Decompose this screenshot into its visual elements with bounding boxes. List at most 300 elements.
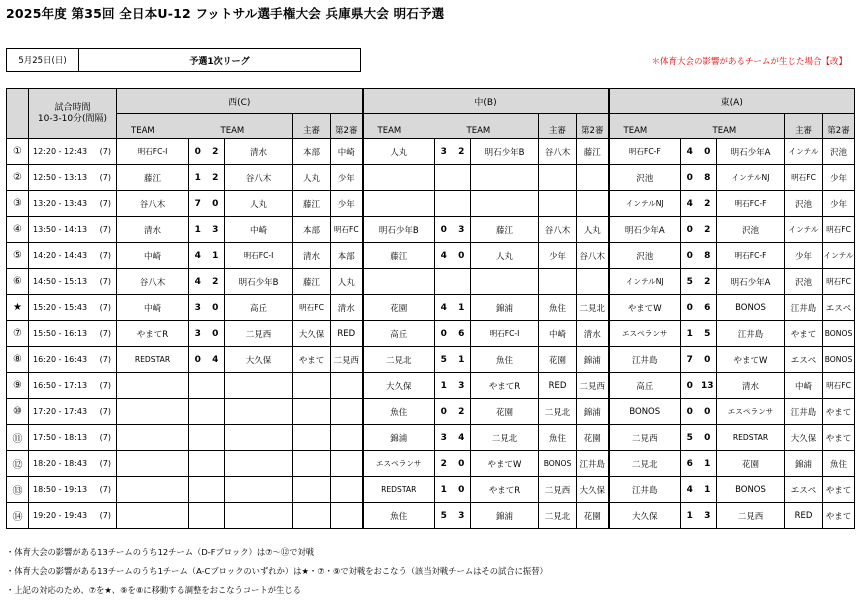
- west-second-referee: 少年: [331, 165, 363, 191]
- match-time-range: 14:20 - 14:43: [33, 251, 88, 260]
- match-row: [7, 425, 855, 451]
- match-time: [29, 139, 117, 165]
- east-team2: 明石少年A: [717, 269, 785, 295]
- middle-second-referee: [577, 269, 609, 295]
- middle-team2: 魚住: [471, 347, 539, 373]
- match-interval: (7): [99, 225, 111, 234]
- match-time-range: 13:20 - 13:43: [33, 199, 88, 208]
- middle-referee: 二見北: [539, 399, 577, 425]
- west-team1: [117, 425, 189, 451]
- match-row: [7, 217, 855, 243]
- east-score2: 0: [699, 425, 717, 451]
- west-score1: [189, 451, 207, 477]
- west-score2: [207, 399, 225, 425]
- east-team2: 清水: [717, 373, 785, 399]
- east-second-referee: エスペ: [823, 295, 855, 321]
- middle-score2: 6: [453, 321, 471, 347]
- middle-referee: 二見北: [539, 503, 577, 529]
- match-number: ④: [7, 217, 29, 243]
- east-score2: 2: [699, 269, 717, 295]
- corner-cell: [7, 89, 29, 139]
- east-team2: 沢池: [717, 217, 785, 243]
- middle-referee: 中崎: [539, 321, 577, 347]
- match-number: ⑪: [7, 425, 29, 451]
- match-time: [29, 191, 117, 217]
- middle-score1: 4: [435, 243, 453, 269]
- west-team1: REDSTAR: [117, 347, 189, 373]
- west-team2: [225, 503, 293, 529]
- match-number: ①: [7, 139, 29, 165]
- west-second-referee: 明石FC: [331, 217, 363, 243]
- info-bar: [6, 48, 361, 72]
- west-team1: [117, 503, 189, 529]
- east-team2: BONOS: [717, 295, 785, 321]
- west-second-referee: [331, 451, 363, 477]
- east-team2-header: TEAM: [699, 114, 785, 139]
- match-number: ★: [7, 295, 29, 321]
- middle-score2: 2: [453, 399, 471, 425]
- east-second-referee: 明石FC: [823, 373, 855, 399]
- west-score1: [189, 373, 207, 399]
- match-time: [29, 295, 117, 321]
- east-score2: 8: [699, 243, 717, 269]
- footer-note-1: ・体育大会の影響がある13チームのうち12チーム（D-Fブロック）は⑦～⑫で対戦: [6, 547, 315, 557]
- middle-team2: 二見北: [471, 425, 539, 451]
- west-score1: 0: [189, 347, 207, 373]
- match-number: ⑬: [7, 477, 29, 503]
- west-team2: 明石FC-I: [225, 243, 293, 269]
- match-time-range: 12:50 - 13:13: [33, 173, 88, 182]
- west-second-referee: [331, 477, 363, 503]
- east-second-referee: 少年: [823, 191, 855, 217]
- match-interval: (7): [99, 199, 111, 208]
- west-team1: [117, 477, 189, 503]
- time-header-label: 試合時間: [54, 102, 91, 113]
- middle-team1: 大久保: [363, 373, 435, 399]
- west-second-referee: [331, 399, 363, 425]
- west-score2: [207, 503, 225, 529]
- time-header: [29, 89, 117, 139]
- east-team1: インテルNJ: [609, 191, 681, 217]
- east-team2: 明石少年A: [717, 139, 785, 165]
- match-row: [7, 373, 855, 399]
- middle-referee: 二見西: [539, 477, 577, 503]
- west-second-referee: 中崎: [331, 139, 363, 165]
- middle-second-referee: 大久保: [577, 477, 609, 503]
- match-time: [29, 321, 117, 347]
- east-team2: やまてW: [717, 347, 785, 373]
- east-team1: やまてW: [609, 295, 681, 321]
- east-score1: 0: [681, 217, 699, 243]
- east-referee: 錦浦: [785, 451, 823, 477]
- middle-team1: 魚住: [363, 399, 435, 425]
- middle-referee: [539, 269, 577, 295]
- court-west-header: 西(C): [117, 89, 363, 114]
- west-score1: 4: [189, 243, 207, 269]
- west-second-referee: 二見西: [331, 347, 363, 373]
- match-interval: (7): [99, 329, 111, 338]
- east-score2: 1: [699, 451, 717, 477]
- west-team1: [117, 451, 189, 477]
- match-time: [29, 425, 117, 451]
- west-score2: 0: [207, 191, 225, 217]
- west-score2: 0: [207, 295, 225, 321]
- west-score2: 2: [207, 165, 225, 191]
- middle-second-referee-header: 第2審: [577, 114, 609, 139]
- east-second-referee: やまて: [823, 503, 855, 529]
- east-score1: 6: [681, 451, 699, 477]
- west-score1: [189, 399, 207, 425]
- west-second-referee: RED: [331, 321, 363, 347]
- middle-score2: 3: [453, 217, 471, 243]
- east-score2: 0: [699, 399, 717, 425]
- west-team2: 高丘: [225, 295, 293, 321]
- match-row: [7, 243, 855, 269]
- match-row: [7, 477, 855, 503]
- middle-referee: [539, 165, 577, 191]
- time-header-sub: 10-3-10分(間隔): [37, 113, 108, 124]
- east-team1: 大久保: [609, 503, 681, 529]
- match-row: [7, 191, 855, 217]
- middle-team2: やまてW: [471, 451, 539, 477]
- footer-note-2: ・体育大会の影響がある13チームのうち1チーム（A-Cブロックのいずれか）は★・⑦・⑨で対戦をおこなう（該当対戦チームはその試合に振替）: [6, 566, 548, 576]
- match-row: [7, 165, 855, 191]
- west-team2: 二見西: [225, 321, 293, 347]
- match-number: ⑤: [7, 243, 29, 269]
- east-team1: 沢池: [609, 165, 681, 191]
- middle-score2: 3: [453, 373, 471, 399]
- west-score1: [189, 425, 207, 451]
- east-referee: インテル: [785, 217, 823, 243]
- middle-score2: 3: [453, 503, 471, 529]
- west-referee: 藤江: [293, 191, 331, 217]
- west-team1: 藤江: [117, 165, 189, 191]
- east-score1: 4: [681, 139, 699, 165]
- match-time-range: 16:50 - 17:13: [33, 381, 88, 390]
- east-score1: 5: [681, 425, 699, 451]
- east-team1: 明石少年A: [609, 217, 681, 243]
- east-score2: 0: [699, 139, 717, 165]
- east-second-referee: やまて: [823, 425, 855, 451]
- match-row: [7, 503, 855, 529]
- east-score2: 3: [699, 503, 717, 529]
- middle-team2: 錦浦: [471, 295, 539, 321]
- east-team1: BONOS: [609, 399, 681, 425]
- middle-score1: 0: [435, 217, 453, 243]
- middle-second-referee: 谷八木: [577, 243, 609, 269]
- match-time: [29, 165, 117, 191]
- west-referee: [293, 503, 331, 529]
- middle-team2: 藤江: [471, 217, 539, 243]
- middle-second-referee: 清水: [577, 321, 609, 347]
- middle-score1: 4: [435, 295, 453, 321]
- match-time-range: 15:20 - 15:43: [33, 303, 88, 312]
- east-score2: 8: [699, 165, 717, 191]
- match-row: [7, 451, 855, 477]
- match-time-range: 14:50 - 15:13: [33, 277, 88, 286]
- west-team1: 中崎: [117, 243, 189, 269]
- middle-team2: 錦浦: [471, 503, 539, 529]
- middle-score1: [435, 191, 453, 217]
- middle-team2: 明石FC-I: [471, 321, 539, 347]
- match-interval: (7): [99, 251, 111, 260]
- east-team2: 花園: [717, 451, 785, 477]
- match-time-range: 18:20 - 18:43: [33, 459, 88, 468]
- middle-team1: 花園: [363, 295, 435, 321]
- east-second-referee: やまて: [823, 477, 855, 503]
- east-team2: BONOS: [717, 477, 785, 503]
- east-score2: 5: [699, 321, 717, 347]
- middle-team1: 魚住: [363, 503, 435, 529]
- east-referee: 江井島: [785, 399, 823, 425]
- east-team1: エスペランサ: [609, 321, 681, 347]
- middle-score2: [453, 165, 471, 191]
- league-name: 予選1次リーグ: [79, 48, 361, 72]
- middle-team1: 明石少年B: [363, 217, 435, 243]
- east-team2: インテルNJ: [717, 165, 785, 191]
- match-number: ⑨: [7, 373, 29, 399]
- east-referee: 明石FC: [785, 165, 823, 191]
- west-referee: やまて: [293, 347, 331, 373]
- east-score1: 4: [681, 191, 699, 217]
- page-title: 2025年度 第35回 全日本U-12 フットサル選手権大会 兵庫県大会 明石予選: [6, 6, 445, 21]
- middle-team1: 錦浦: [363, 425, 435, 451]
- match-interval: (7): [99, 511, 111, 520]
- middle-score1: 1: [435, 373, 453, 399]
- west-referee: [293, 399, 331, 425]
- west-referee: [293, 477, 331, 503]
- east-team1: 沢池: [609, 243, 681, 269]
- west-referee: [293, 373, 331, 399]
- east-team2: 二見西: [717, 503, 785, 529]
- middle-score2: 1: [453, 295, 471, 321]
- match-time-range: 15:50 - 16:13: [33, 329, 88, 338]
- east-team1: 高丘: [609, 373, 681, 399]
- east-team2: 明石FC-F: [717, 191, 785, 217]
- middle-score1: [435, 165, 453, 191]
- match-number: ⑭: [7, 503, 29, 529]
- west-referee: 大久保: [293, 321, 331, 347]
- court-middle-header: 中(B): [363, 89, 609, 114]
- east-second-referee: 明石FC: [823, 217, 855, 243]
- middle-team2: [471, 165, 539, 191]
- west-score2: [207, 451, 225, 477]
- match-time: [29, 269, 117, 295]
- middle-team1: 人丸: [363, 139, 435, 165]
- west-score2: [207, 477, 225, 503]
- west-referee: 明石FC: [293, 295, 331, 321]
- middle-score2: 0: [453, 451, 471, 477]
- east-second-referee: BONOS: [823, 321, 855, 347]
- east-referee: 沢池: [785, 191, 823, 217]
- west-team1: やまてR: [117, 321, 189, 347]
- east-team1: 二見西: [609, 425, 681, 451]
- east-referee: 大久保: [785, 425, 823, 451]
- east-second-referee: BONOS: [823, 347, 855, 373]
- match-interval: (7): [99, 459, 111, 468]
- match-date: 5月25日(日): [6, 48, 79, 72]
- east-team1-header: TEAM: [609, 114, 699, 139]
- middle-referee: RED: [539, 373, 577, 399]
- west-score1: 4: [189, 269, 207, 295]
- match-interval: (7): [99, 381, 111, 390]
- header-row-columns: [7, 114, 855, 139]
- west-score1: 3: [189, 321, 207, 347]
- middle-second-referee: 二見北: [577, 295, 609, 321]
- match-time: [29, 477, 117, 503]
- match-row: [7, 399, 855, 425]
- change-notice: ＊体育大会の影響があるチームが生じた場合【改】: [651, 57, 847, 67]
- east-score2: 1: [699, 477, 717, 503]
- middle-team2: やまてR: [471, 373, 539, 399]
- middle-referee: 花園: [539, 347, 577, 373]
- east-score2: 2: [699, 217, 717, 243]
- east-team2: REDSTAR: [717, 425, 785, 451]
- footer-note-3: ・上記の対応のため、⑦を★、⑨を⑧に移動する調整をおこなうコートが生じる: [6, 585, 301, 595]
- east-referee: エスペ: [785, 347, 823, 373]
- east-team1: 明石FC-F: [609, 139, 681, 165]
- west-team2: [225, 451, 293, 477]
- west-referee-header: 主審: [293, 114, 331, 139]
- match-interval: (7): [99, 407, 111, 416]
- middle-referee-header: 主審: [539, 114, 577, 139]
- middle-team2-header: TEAM: [453, 114, 539, 139]
- middle-second-referee: 二見西: [577, 373, 609, 399]
- west-score2: [207, 425, 225, 451]
- west-team2: 大久保: [225, 347, 293, 373]
- header-row-courts: [7, 89, 855, 114]
- west-team1-header: TEAM: [117, 114, 207, 139]
- west-referee: 本部: [293, 139, 331, 165]
- west-team1: 中崎: [117, 295, 189, 321]
- east-referee: 沢池: [785, 269, 823, 295]
- middle-second-referee: 花園: [577, 425, 609, 451]
- east-second-referee-header: 第2審: [823, 114, 855, 139]
- middle-score1: 3: [435, 139, 453, 165]
- match-row: [7, 347, 855, 373]
- east-score1: 1: [681, 503, 699, 529]
- west-score1: 1: [189, 217, 207, 243]
- east-second-referee: インテル: [823, 243, 855, 269]
- east-score1: 4: [681, 477, 699, 503]
- east-score1: 0: [681, 165, 699, 191]
- match-interval: (7): [99, 277, 111, 286]
- west-team2: 中崎: [225, 217, 293, 243]
- middle-team1: 二見北: [363, 347, 435, 373]
- west-second-referee: [331, 425, 363, 451]
- east-team1: 二見北: [609, 451, 681, 477]
- middle-score1: [435, 269, 453, 295]
- match-time: [29, 217, 117, 243]
- east-score2: 2: [699, 191, 717, 217]
- match-row: [7, 269, 855, 295]
- match-interval: (7): [99, 485, 111, 494]
- west-score1: 7: [189, 191, 207, 217]
- east-referee: エスペ: [785, 477, 823, 503]
- west-team2: 人丸: [225, 191, 293, 217]
- match-time: [29, 451, 117, 477]
- east-referee: RED: [785, 503, 823, 529]
- middle-score2: 0: [453, 243, 471, 269]
- match-interval: (7): [99, 355, 111, 364]
- west-team2: [225, 399, 293, 425]
- match-number: ⑩: [7, 399, 29, 425]
- west-referee: 藤江: [293, 269, 331, 295]
- middle-team2: [471, 191, 539, 217]
- west-referee: [293, 451, 331, 477]
- middle-second-referee: 人丸: [577, 217, 609, 243]
- match-row: [7, 295, 855, 321]
- west-referee: 人丸: [293, 165, 331, 191]
- middle-second-referee: [577, 165, 609, 191]
- match-time-range: 13:50 - 14:13: [33, 225, 88, 234]
- west-score1: 1: [189, 165, 207, 191]
- west-team2-header: TEAM: [207, 114, 293, 139]
- east-referee: 中崎: [785, 373, 823, 399]
- west-score1: [189, 503, 207, 529]
- east-team2: 明石FC-F: [717, 243, 785, 269]
- middle-team1: [363, 165, 435, 191]
- west-second-referee: 人丸: [331, 269, 363, 295]
- west-referee: 本部: [293, 217, 331, 243]
- east-score1: 7: [681, 347, 699, 373]
- west-score2: 3: [207, 217, 225, 243]
- east-second-referee: やまて: [823, 399, 855, 425]
- middle-team1: REDSTAR: [363, 477, 435, 503]
- middle-referee: [539, 191, 577, 217]
- match-number: ⑫: [7, 451, 29, 477]
- match-interval: (7): [99, 433, 111, 442]
- match-time: [29, 243, 117, 269]
- east-score1: 5: [681, 269, 699, 295]
- match-row: [7, 139, 855, 165]
- west-second-referee: [331, 503, 363, 529]
- east-score2: 13: [699, 373, 717, 399]
- match-time: [29, 347, 117, 373]
- east-score2: 0: [699, 347, 717, 373]
- west-second-referee: [331, 373, 363, 399]
- middle-team2: [471, 269, 539, 295]
- west-team1: [117, 399, 189, 425]
- east-referee: 少年: [785, 243, 823, 269]
- middle-second-referee: 花園: [577, 503, 609, 529]
- west-team2: 谷八木: [225, 165, 293, 191]
- west-team1: 谷八木: [117, 191, 189, 217]
- east-score1: 0: [681, 243, 699, 269]
- middle-team1-header: TEAM: [363, 114, 453, 139]
- middle-score2: [453, 191, 471, 217]
- middle-team2: 明石少年B: [471, 139, 539, 165]
- east-referee: インテル: [785, 139, 823, 165]
- middle-score2: 2: [453, 139, 471, 165]
- schedule-table: [6, 88, 855, 529]
- west-team2: [225, 373, 293, 399]
- east-team1: インテルNJ: [609, 269, 681, 295]
- middle-second-referee: 錦浦: [577, 399, 609, 425]
- east-second-referee: 少年: [823, 165, 855, 191]
- middle-score2: 4: [453, 425, 471, 451]
- middle-second-referee: [577, 191, 609, 217]
- east-team1: 江井島: [609, 477, 681, 503]
- middle-referee: BONOS: [539, 451, 577, 477]
- east-score1: 0: [681, 399, 699, 425]
- east-score1: 0: [681, 295, 699, 321]
- east-second-referee: 魚住: [823, 451, 855, 477]
- east-second-referee: 沢池: [823, 139, 855, 165]
- match-time-range: 17:50 - 18:13: [33, 433, 88, 442]
- match-time: [29, 399, 117, 425]
- west-score2: 2: [207, 139, 225, 165]
